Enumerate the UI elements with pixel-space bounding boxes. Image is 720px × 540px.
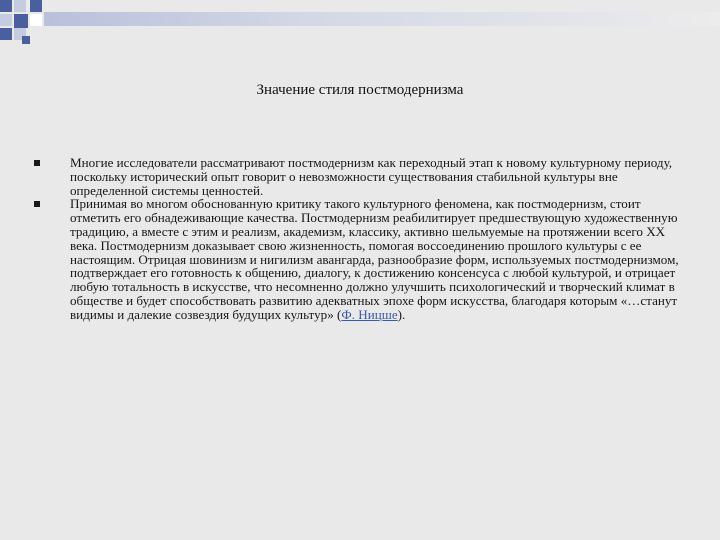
bullet-text-2: Принимая во многом обоснованную критику такого культурного феномена, как постмодернизм, стоит отметить его обнадеживающие качества. Постмодернизм реабилитирует предшествующую художественную традицию, а вместе с этим и реализм, академизм, классику, активно шельмуемые на протяжении всего XX века. Постмодернизм доказывает свою жизненность, помогая воссоединению прошлого культуры с ее настоящим. Отрицая шовинизм и нигилизм авангарда, разнообразие форм, используемых постмодернизмом, подтверждает его готовность к общению, диалогу, к достижению консенсуса с любой культурой, и отрицает любую тотальность в искусстве, что несомненно должно улучшить психологический и творческий климат в обществе и будет способствовать развитию адекватных эпохе форм искусства, благодаря которым «…станут видимы и далекие созвездия будущих культур» ( — [70, 196, 679, 322]
top-gradient-bar — [44, 12, 720, 26]
corner-square-1 — [0, 0, 12, 12]
corner-square-4 — [0, 14, 12, 26]
nietzsche-link[interactable]: Ф. Ницше — [341, 306, 398, 322]
corner-square-6 — [30, 14, 42, 26]
corner-square-2 — [14, 0, 26, 12]
square-bullet-icon — [34, 160, 40, 166]
bullet-list — [34, 156, 684, 322]
bullet-item-1 — [34, 156, 684, 197]
corner-square-9 — [22, 36, 30, 44]
square-bullet-icon — [34, 201, 40, 207]
corner-square-5 — [14, 14, 28, 28]
bullet-text-2-suffix: ). — [397, 306, 406, 322]
corner-square-7 — [0, 28, 12, 40]
bullet-item-2 — [34, 197, 684, 321]
corner-square-3 — [30, 0, 42, 12]
bullet-text-1: Многие исследователи рассматривают постмодернизм как переходный этап к новому культурному периоду, поскольку исторический опыт говорит о невозможности существования стабильной культуры вне определенной системы ценностей. — [70, 155, 673, 198]
slide-title: Значение стиля постмодернизма — [256, 82, 464, 98]
